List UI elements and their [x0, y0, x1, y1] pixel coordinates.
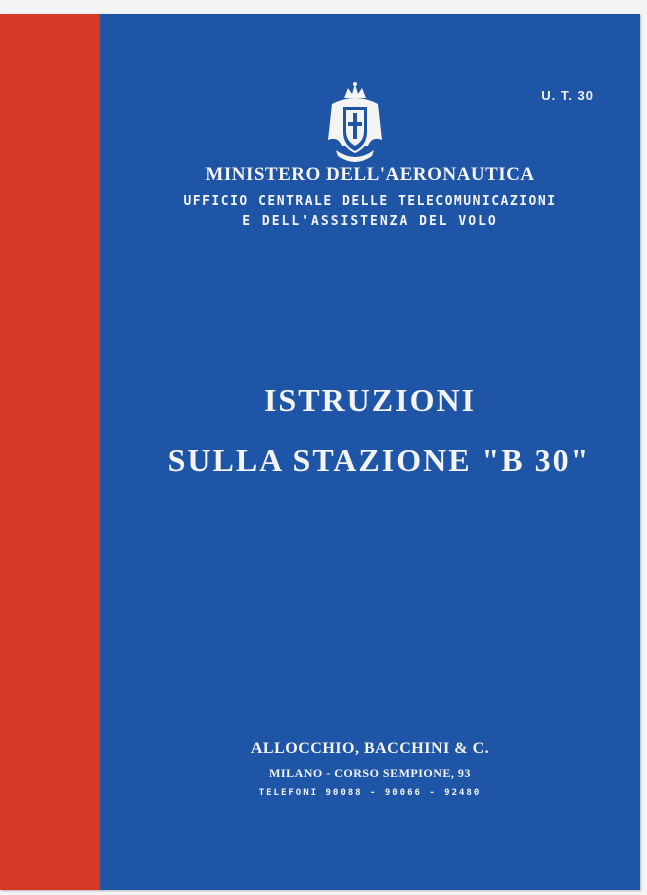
title-line-1: ISTRUZIONI [263, 382, 477, 418]
publisher-phones: TELEFONI 90088 - 90066 - 92480 [258, 788, 482, 798]
ministry-heading: MINISTERO DELL'AERONAUTICA [205, 164, 535, 185]
book-cover [0, 14, 640, 890]
coat-of-arms-icon [322, 80, 388, 166]
office-line-2: E DELL'ASSISTENZA DEL VOLO [242, 214, 498, 229]
office-line-1: UFFICIO CENTRALE DELLE TELECOMUNICAZIONI [183, 194, 557, 209]
red-spine-band [0, 14, 100, 890]
reference-code: U. T. 30 [541, 88, 594, 103]
publisher-name: ALLOCCHIO, BACCHINI & C. [250, 740, 490, 757]
publisher-address: MILANO - CORSO SEMPIONE, 93 [269, 766, 471, 780]
title-line-2: SULLA STAZIONE "B 30" [167, 442, 591, 478]
